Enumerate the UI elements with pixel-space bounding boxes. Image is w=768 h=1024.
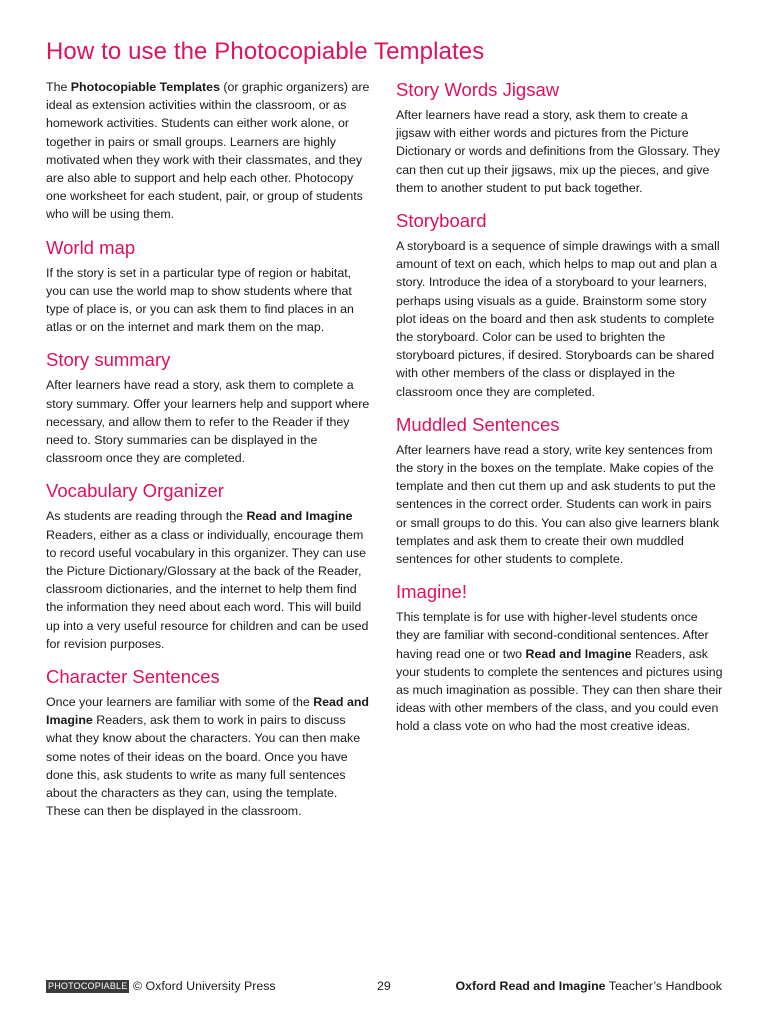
imagine-heading: Imagine! bbox=[396, 581, 467, 603]
world-map-section bbox=[46, 236, 372, 337]
right-column bbox=[396, 78, 724, 748]
footer-copyright-block bbox=[46, 979, 276, 993]
character-sentences-post: Readers, ask them to work in pairs to discuss what they know about the characters. You can then make some notes of their ideas on the board. Once you have done this, ask students to write as many full sentences about the characters as they can, using the template. These can then be displayed in the classroom. bbox=[46, 713, 361, 819]
page-number: 29 bbox=[377, 979, 391, 993]
character-sentences-text bbox=[46, 693, 372, 820]
story-words-jigsaw-text: After learners have read a story, ask them to create a jigsaw with either words and pictures from the Picture Dictionary or words and definitions from the Glossary. They can then cut up their jigsaws, mix up the pieces, and give them to another student to put back together. bbox=[396, 108, 720, 195]
vocabulary-organizer-bold: Read and Imagine bbox=[246, 509, 353, 524]
story-summary-heading: Story summary bbox=[46, 349, 171, 371]
story-summary-text: After learners have read a story, ask them to complete a story summary. Offer your learners help and support where necessary, and allow them to refer to the Reader if they need to. Story summaries can be displayed in the classroom once they are completed. bbox=[46, 378, 370, 466]
handbook-title-rest: Teacher’s Handbook bbox=[605, 979, 722, 993]
imagine-text bbox=[396, 608, 724, 735]
storyboard-heading: Storyboard bbox=[396, 210, 487, 232]
intro-paragraph bbox=[46, 78, 372, 224]
muddled-sentences-section bbox=[396, 413, 724, 568]
vocabulary-organizer-text bbox=[46, 507, 372, 653]
world-map-text: If the story is set in a particular type of region or habitat, you can use the world map to show students where that type of place is, or you can ask them to find places in an atlas or on the internet and mark them on the map. bbox=[46, 265, 354, 335]
world-map-heading: World map bbox=[46, 236, 136, 258]
imagine-bold: Read and Imagine bbox=[525, 646, 632, 661]
left-column bbox=[46, 78, 372, 833]
story-words-jigsaw-section bbox=[396, 78, 724, 197]
intro-pre: The bbox=[46, 80, 71, 94]
character-sentences-bold: Read and Imagine bbox=[46, 695, 369, 728]
vocabulary-organizer-pre: As students are reading through the bbox=[46, 509, 247, 524]
handbook-title-bold: Oxford Read and Imagine bbox=[455, 979, 606, 993]
photocopiable-badge: PHOTOCOPIABLE bbox=[48, 981, 128, 991]
intro-bold: Photocopiable Templates bbox=[70, 80, 220, 94]
muddled-sentences-heading: Muddled Sentences bbox=[396, 413, 560, 435]
character-sentences-heading: Character Sentences bbox=[46, 666, 220, 688]
page-title: How to use the Photocopiable Templates bbox=[46, 38, 485, 65]
storyboard-text: A storyboard is a sequence of simple drawings with a small amount of text on each, which helps to map out and plan a story. Introduce the idea of a storyboard to your learners, perhaps using visuals as a guide. Brainstorm some story plot ideas on the board and then ask students to complete the storyboard. Color can be used to brighten the storyboard pictures, if desired. Storyboards can be shared with other members of the class or displayed in the classroom once they are completed. bbox=[396, 239, 720, 399]
imagine-post: Readers, ask your students to complete the sentences and pictures using as much imagination as possible. They can then share their ideas with other members of the class, and you could even hold a class vote on who had the most creative ideas. bbox=[396, 646, 723, 734]
muddled-sentences-text: After learners have read a story, write key sentences from the story in the boxes on the template. Make copies of the template and then cut them up and ask students to put the sentences in the correct order. Students can work in pairs or small groups to do this. You can also give learners blank templates and ask them to create their own muddled sentences for other students to complete. bbox=[396, 442, 720, 567]
character-sentences-section bbox=[46, 665, 372, 820]
storyboard-section bbox=[396, 209, 724, 401]
intro-post: (or graphic organizers) are ideal as extension activities within the classroom, or as homework activities. Students can either work alone, or together in pairs or small groups. Learners are highly motivated when they work with their classmates, and they are also able to support and help each other. Photocopy one worksheet for each student, pair, or group of students who will be using them. bbox=[46, 80, 370, 222]
page-footer bbox=[46, 979, 722, 997]
story-words-jigsaw-heading: Story Words Jigsaw bbox=[396, 79, 560, 100]
handbook-title bbox=[455, 979, 722, 993]
vocabulary-organizer-post: Readers, either as a class or individually, encourage them to record useful vocabulary in this organizer. They can use the Picture Dictionary/Glossary at the back of the Reader, classroom dictionaries, and the internet to help them find the information they need about each word. This will build up into a very useful resource for children and can be used for revision purposes. bbox=[46, 527, 369, 651]
copyright-text: © Oxford University Press bbox=[132, 979, 276, 993]
imagine-section bbox=[396, 580, 724, 735]
intro-section bbox=[46, 78, 372, 224]
character-sentences-pre: Once your learners are familiar with some of the bbox=[46, 695, 314, 710]
vocabulary-organizer-section bbox=[46, 479, 372, 653]
imagine-pre: This template is for use with higher-level students once they are familiar with second-conditional sentences. After having read one or two bbox=[396, 610, 709, 661]
vocabulary-organizer-heading: Vocabulary Organizer bbox=[46, 480, 224, 502]
story-summary-section bbox=[46, 348, 372, 467]
